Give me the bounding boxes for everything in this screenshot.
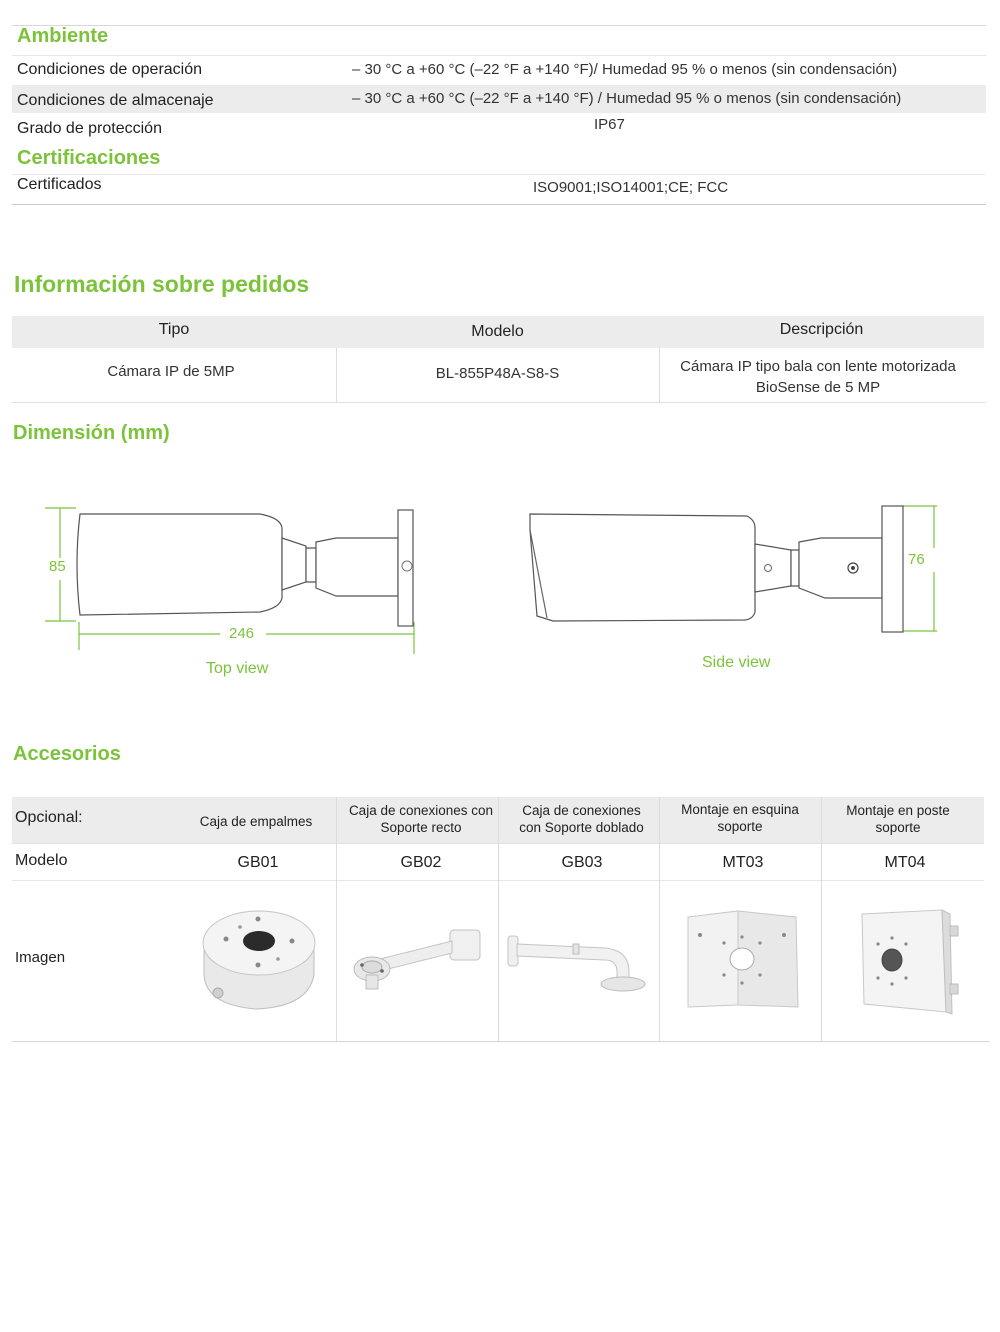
top-view-length-label: 246 bbox=[229, 625, 255, 642]
accessory-name-mt04-line2: soporte bbox=[875, 820, 921, 835]
straight-bracket-icon bbox=[350, 925, 490, 1005]
accessory-model-gb01: GB01 bbox=[237, 854, 279, 871]
side-view-caption: Side view bbox=[702, 654, 771, 671]
accessory-name-gb03-line2: con Soporte doblado bbox=[519, 820, 644, 835]
bent-bracket-icon bbox=[505, 928, 650, 998]
top-view-height-label: 85 bbox=[49, 558, 66, 575]
accessory-model-gb02: GB02 bbox=[400, 854, 442, 871]
junction-box-icon bbox=[196, 905, 326, 1015]
section-title-ambiente: Ambiente bbox=[17, 25, 109, 47]
accessory-model-gb03: GB03 bbox=[561, 854, 603, 871]
accesorios-opcional-label: Opcional: bbox=[15, 809, 83, 826]
accessory-model-mt03: MT03 bbox=[722, 854, 764, 871]
spec-value-almacenaje: – 30 °C a +60 °C (–22 °F a +140 °F) / Humedad 95 % o menos (sin condensación) bbox=[352, 90, 902, 107]
accessory-name-mt04-line1: Montaje en poste bbox=[846, 803, 950, 818]
accessory-model-mt04: MT04 bbox=[884, 854, 926, 871]
spec-value-certificados: ISO9001;ISO14001;CE; FCC bbox=[533, 179, 729, 196]
table-cell-tipo: Cámara IP de 5MP bbox=[107, 363, 235, 380]
spec-label-operacion: Condiciones de operación bbox=[17, 61, 203, 78]
table-cell-modelo: BL-855P48A-S8-S bbox=[435, 365, 560, 382]
accessory-name-gb02-line1: Caja de conexiones con bbox=[348, 803, 494, 818]
table-header-descripcion: Descripción bbox=[779, 321, 864, 338]
accessory-name-mt03-line2: soporte bbox=[717, 819, 763, 834]
table-header-tipo: Tipo bbox=[158, 321, 190, 338]
corner-mount-icon bbox=[684, 909, 804, 1009]
accessory-name-gb01-line1: Caja de empalmes bbox=[199, 814, 313, 829]
top-view-drawing bbox=[40, 500, 460, 670]
spec-label-almacenaje: Condiciones de almacenaje bbox=[17, 92, 214, 109]
table-header-modelo: Modelo bbox=[471, 323, 524, 340]
accessory-name-mt03 bbox=[659, 801, 821, 835]
accessory-name-gb02-line2: Soporte recto bbox=[380, 820, 462, 835]
spec-label-proteccion: Grado de protección bbox=[17, 120, 162, 137]
accessory-name-gb03 bbox=[498, 802, 665, 836]
accesorios-imagen-label: Imagen bbox=[15, 949, 66, 966]
descripcion-line-2: BioSense de 5 MP bbox=[755, 379, 881, 396]
accesorios-modelo-label: Modelo bbox=[15, 852, 68, 869]
spec-value-proteccion: IP67 bbox=[594, 116, 625, 133]
accessory-name-gb03-line1: Caja de conexiones bbox=[522, 803, 641, 818]
side-view-height-label: 76 bbox=[908, 551, 925, 568]
spec-label-certificados: Certificados bbox=[17, 176, 102, 193]
section-title-dimension: Dimensión (mm) bbox=[13, 422, 170, 444]
section-title-pedidos: Información sobre pedidos bbox=[14, 271, 310, 297]
accessory-name-gb01 bbox=[176, 813, 336, 830]
top-view-caption: Top view bbox=[206, 660, 269, 677]
spec-value-operacion: – 30 °C a +60 °C (–22 °F a +140 °F)/ Humedad 95 % o menos (sin condensación) bbox=[352, 61, 898, 78]
section-title-certificaciones: Certificaciones bbox=[17, 147, 161, 169]
descripcion-line-1: Cámara IP tipo bala con lente motorizada bbox=[680, 358, 956, 375]
pole-mount-icon bbox=[858, 908, 968, 1018]
side-view-drawing bbox=[525, 500, 955, 640]
accessory-name-gb02 bbox=[336, 802, 506, 836]
table-cell-descripcion bbox=[659, 356, 977, 398]
accessory-name-mt03-line1: Montaje en esquina bbox=[681, 802, 799, 817]
accessory-name-mt04 bbox=[821, 802, 975, 836]
section-title-accesorios: Accesorios bbox=[13, 743, 121, 765]
